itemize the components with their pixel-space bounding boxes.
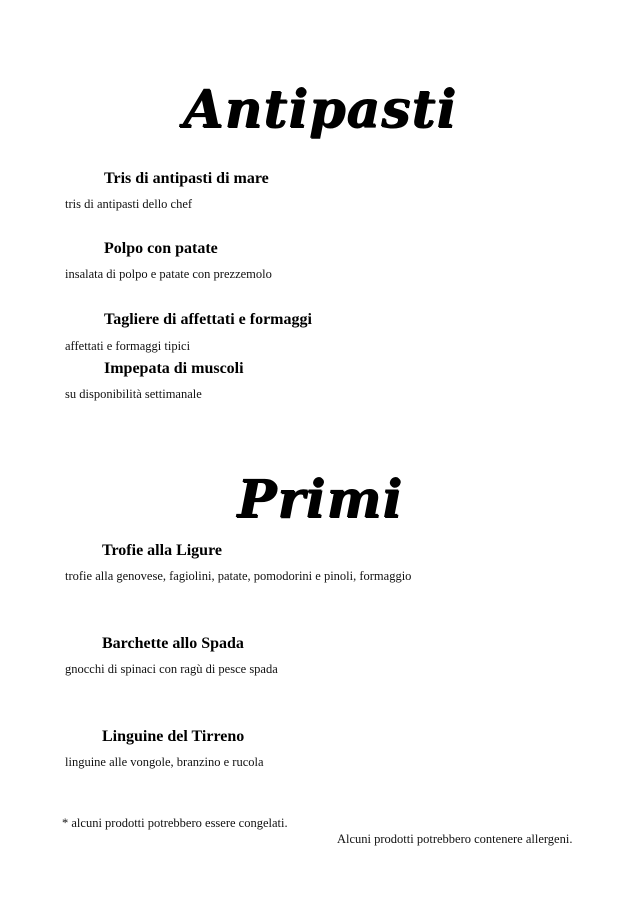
menu-item-name: Trofie alla Ligure bbox=[102, 542, 222, 559]
frozen-products-note: * alcuni prodotti potrebbero essere congelati. bbox=[62, 816, 288, 830]
menu-item-description: su disponibilità settimanale bbox=[65, 387, 202, 401]
section-title-primi: Primi bbox=[236, 469, 404, 530]
menu-item-name: Impepata di muscoli bbox=[104, 360, 244, 377]
menu-item-name: Polpo con patate bbox=[104, 240, 218, 257]
menu-item-name: Barchette allo Spada bbox=[102, 635, 244, 652]
menu-item-description: tris di antipasti dello chef bbox=[65, 197, 193, 211]
allergens-note: Alcuni prodotti potrebbero contenere allergeni. bbox=[337, 832, 573, 846]
menu-item-description: insalata di polpo e patate con prezzemolo bbox=[65, 267, 272, 281]
menu-item-description: linguine alle vongole, branzino e rucola bbox=[65, 755, 264, 769]
section-title-antipasti: Antipasti bbox=[182, 79, 458, 140]
menu-item-description: affettati e formaggi tipici bbox=[65, 339, 191, 353]
menu-item-name: Tris di antipasti di mare bbox=[104, 170, 269, 187]
menu-item-description: gnocchi di spinaci con ragù di pesce spada bbox=[65, 662, 278, 676]
menu-item-name: Tagliere di affettati e formaggi bbox=[104, 311, 312, 328]
menu-item-name: Linguine del Tirreno bbox=[102, 728, 245, 745]
menu-item-description: trofie alla genovese, fagiolini, patate, pomodorini e pinoli, formaggio bbox=[65, 569, 412, 583]
